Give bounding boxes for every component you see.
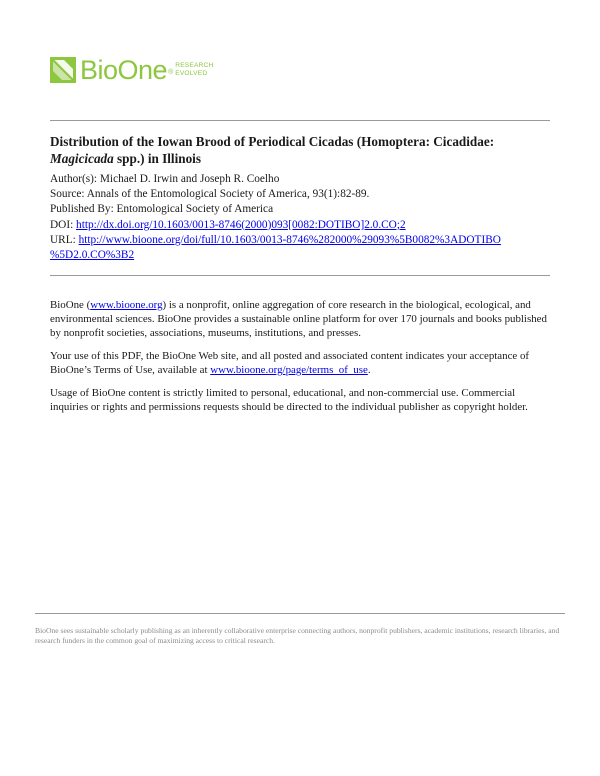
- url-link-continued[interactable]: %5D2.0.CO%3B2: [50, 249, 135, 262]
- terms-of-use-link[interactable]: www.bioone.org/page/terms_of_use: [210, 364, 368, 376]
- terms-text-start: Your use of this PDF, the BioOne Web site, and all posted and associated content indicates your acceptance of BioOne’s Terms of Use, available at: [50, 350, 530, 376]
- header-divider: [50, 120, 550, 121]
- bioone-logo: [50, 54, 213, 86]
- doi-label: DOI:: [50, 218, 77, 231]
- article-doi: [50, 218, 560, 233]
- logo-tagline: [175, 62, 213, 78]
- article-authors: Author(s): Michael D. Irwin and Joseph R. Coelho: [50, 173, 280, 185]
- article-publisher: Published By: Entomological Society of America: [50, 203, 274, 216]
- usage-paragraph: Usage of BioOne content is strictly limited to personal, educational, and non-commercial use. Commercial inquiries or rights and permissions requests should be directed to the individual publisher as copyright holder.: [50, 387, 528, 413]
- terms-paragraph: [50, 349, 555, 377]
- title-part1: Distribution of the Iowan Brood of Periodical Cicadas (Homoptera: Cicadidae:: [50, 134, 495, 149]
- terms-text-end: .: [367, 364, 371, 376]
- about-text-end: ) is a nonprofit, online aggregation of core research in the biological, ecological, and environmental sciences. BioOne provides a sustainable online platform for over 170 journals and books published by nonprofit societies, associations, museums, institutions, and presses.: [50, 299, 547, 339]
- logo-wordmark: BioOne: [80, 54, 168, 85]
- footer-text: BioOne sees sustainable scholarly publishing as an inherently collaborative enterprise connecting authors, nonprofit publishers, academic institutions, research libraries, and research funders in the common goal of maximizing access to critical research.: [35, 626, 560, 646]
- terms-body: [50, 298, 555, 423]
- logo-registered: ®: [168, 68, 174, 76]
- logo-tagline-line1: RESEARCH: [175, 62, 214, 69]
- bioone-home-link[interactable]: www.bioone.org: [90, 299, 163, 311]
- logo-tagline-line2: EVOLVED: [175, 70, 208, 77]
- url-label: URL:: [50, 233, 79, 246]
- article-url-cont: [50, 248, 560, 263]
- article-title: [50, 133, 555, 167]
- article-metadata: [50, 172, 560, 263]
- title-part2: spp.) in Illinois: [113, 151, 201, 166]
- about-paragraph: [50, 298, 555, 340]
- article-source: Source: Annals of the Entomological Society of America, 93(1):82-89.: [50, 188, 370, 201]
- url-link[interactable]: http://www.bioone.org/doi/full/10.1603/0013-8746%282000%29093%5B0082%3ADOTIBO: [78, 233, 501, 246]
- footer-divider: [35, 613, 565, 614]
- metadata-divider: [50, 275, 550, 276]
- title-genus: Magicicada: [50, 151, 114, 166]
- about-text-start: BioOne (: [50, 299, 91, 311]
- bioone-leaf-icon: [50, 57, 76, 83]
- doi-link[interactable]: http://dx.doi.org/10.1603/0013-8746(2000)093[0082:DOTIBO]2.0.CO;2: [76, 218, 406, 231]
- article-url: [50, 233, 560, 248]
